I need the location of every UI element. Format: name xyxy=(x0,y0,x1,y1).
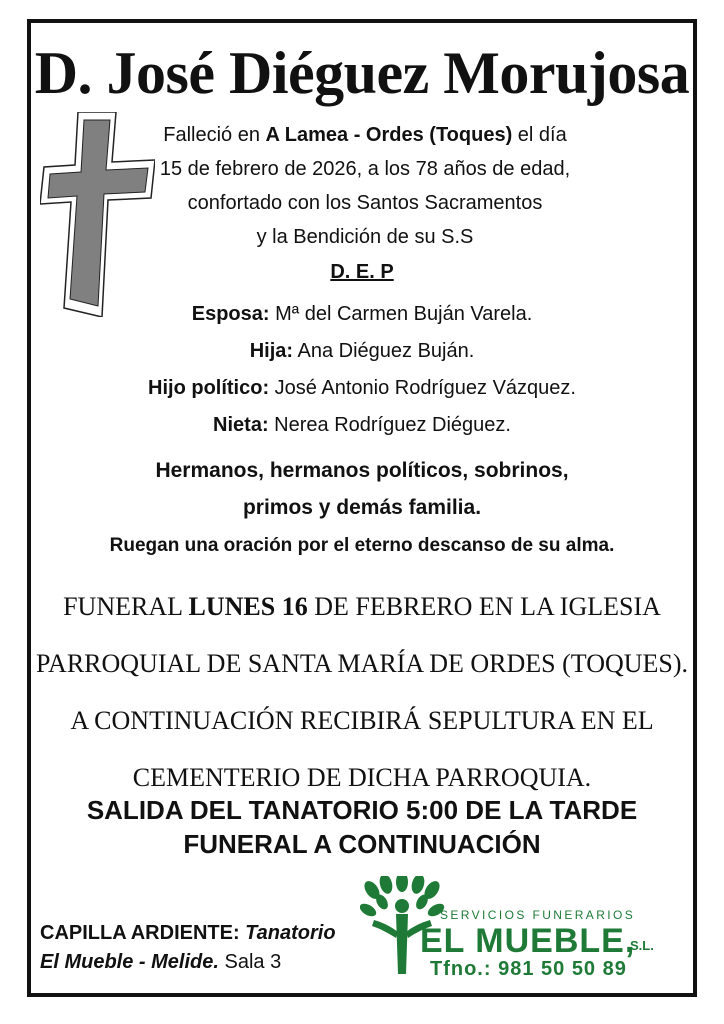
funeral-line-1: FUNERAL LUNES 16 DE FEBRERO EN LA IGLESIA xyxy=(63,592,661,621)
funeral-home-logo xyxy=(360,876,690,986)
chapel-line-2: El Mueble - Melide. Sala 3 xyxy=(40,951,282,973)
death-line-4: y la Bendición de su S.S xyxy=(256,226,474,248)
death-line-3: confortado con los Santos Sacramentos xyxy=(187,192,543,214)
relative-granddaughter: Nieta: Nerea Rodríguez Diéguez. xyxy=(213,414,511,436)
relatives-list xyxy=(0,296,724,444)
departure-line-2: FUNERAL A CONTINUACIÓN xyxy=(183,829,541,859)
dep-heading: D. E. P xyxy=(330,261,394,283)
death-place: A Lamea - Ordes (Toques) xyxy=(265,124,513,146)
funeral-line-4: CEMENTERIO DE DICHA PARROQUIA. xyxy=(132,763,592,792)
logo-suffix: S.L. xyxy=(630,938,654,953)
family-line-1: Hermanos, hermanos políticos, sobrinos, xyxy=(155,459,569,482)
prayer-request: Ruegan una oración por el eterno descanso de su alma. xyxy=(109,535,615,556)
relative-son-in-law: Hijo político: José Antonio Rodríguez Vázquez. xyxy=(148,377,576,399)
family-lines xyxy=(0,452,724,526)
funeral-day: LUNES 16 xyxy=(188,592,308,621)
relative-daughter: Hija: Ana Diéguez Buján. xyxy=(249,340,475,362)
death-line-2: 15 de febrero de 2026, a los 78 años de edad, xyxy=(159,158,571,180)
cross-icon xyxy=(40,112,155,317)
deceased-name: D. José Diéguez Morujosa xyxy=(34,40,690,106)
funeral-line-2: PARROQUIAL DE SANTA MARÍA DE ORDES (TOQUES). xyxy=(35,649,689,678)
funeral-line-3: A CONTINUACIÓN RECIBIRÁ SEPULTURA EN EL xyxy=(70,706,654,735)
family-line-2: primos y demás familia. xyxy=(242,496,482,519)
death-notice xyxy=(150,118,580,254)
relative-spouse: Esposa: Mª del Carmen Buján Varela. xyxy=(191,303,533,325)
departure-line-1: SALIDA DEL TANATORIO 5:00 DE LA TARDE xyxy=(86,795,638,825)
departure-info xyxy=(0,793,724,861)
logo-name: EL MUEBLE, xyxy=(420,922,636,960)
chapel-info xyxy=(40,919,336,977)
chapel-line-1: CAPILLA ARDIENTE: Tanatorio xyxy=(40,922,336,944)
logo-phone: Tfno.: 981 50 50 89 xyxy=(430,958,627,980)
funeral-details xyxy=(0,578,724,806)
death-line-1: Falleció en A Lamea - Ordes (Toques) el día xyxy=(163,124,567,146)
logo-subtitle: SERVICIOS FUNERARIOS xyxy=(440,908,636,922)
